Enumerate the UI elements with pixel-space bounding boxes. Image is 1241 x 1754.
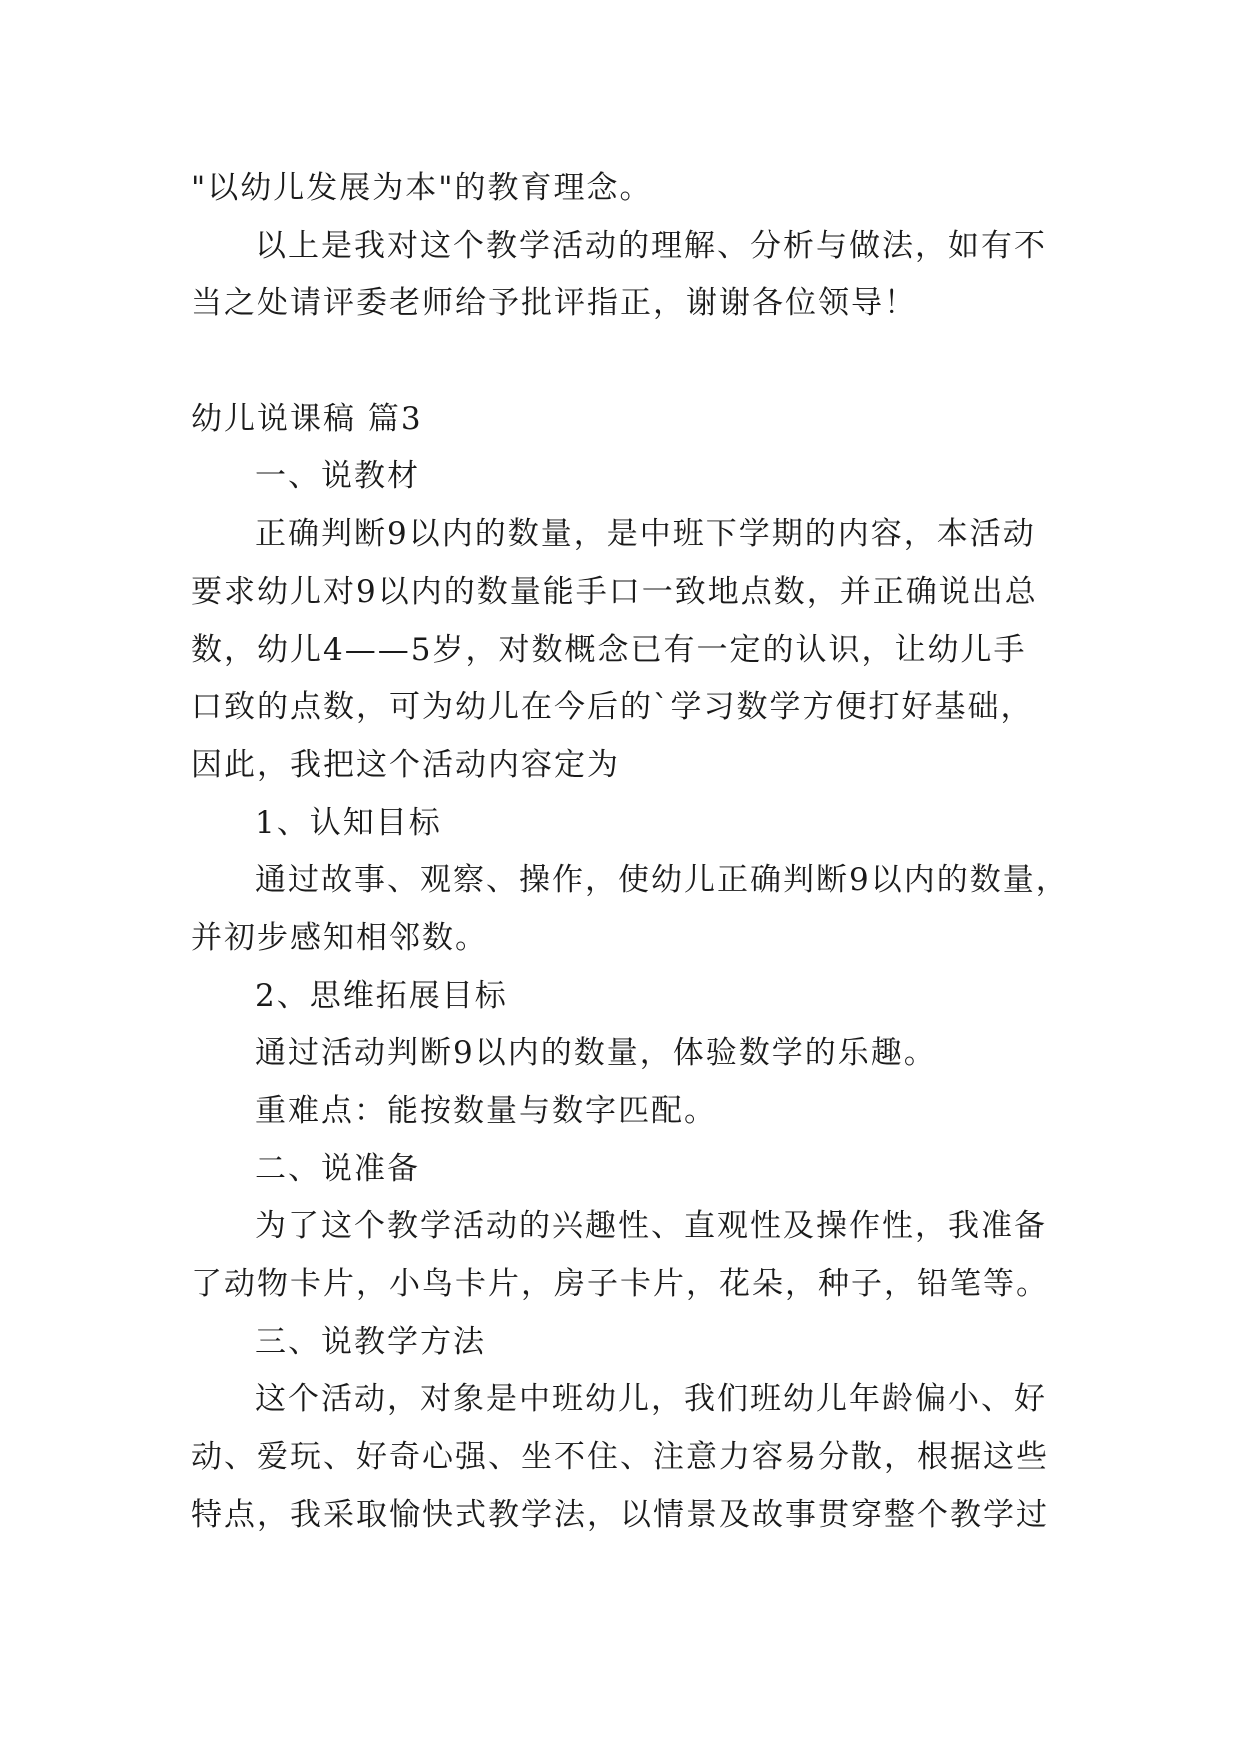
- paragraph-line: 通过活动判断9以内的数量，体验数学的乐趣。: [255, 1035, 937, 1072]
- paragraph-line: 并初步感知相邻数。: [191, 919, 488, 956]
- paragraph-line: 因此，我把这个活动内容定为: [191, 746, 620, 783]
- paragraph-line: 特点，我采取愉快式教学法，以情景及故事贯穿整个教学过: [191, 1496, 1049, 1533]
- paragraph-line: 通过故事、观察、操作，使幼儿正确判断9以内的数量，: [255, 862, 1069, 899]
- paragraph-line: 正确判断9以内的数量，是中班下学期的内容，本活动: [255, 516, 1036, 553]
- blank-line: [191, 333, 1051, 391]
- section-heading: 三、说教学方法: [255, 1323, 486, 1360]
- paragraph-line: 要求幼儿对9以内的数量能手口一致地点数，并正确说出总: [191, 573, 1038, 610]
- paragraph-line: 重难点：能按数量与数字匹配。: [255, 1093, 717, 1129]
- paragraph-line: 这个活动，对象是中班幼儿，我们班幼儿年龄偏小、好: [255, 1381, 1047, 1418]
- paragraph-line: 数，幼儿4——5岁，对数概念已有一定的认识，让幼儿手: [191, 631, 1027, 668]
- paragraph-line: 以上是我对这个教学活动的理解、分析与做法，如有不: [255, 227, 1047, 264]
- section-title: 幼儿说课稿 篇3: [191, 400, 423, 437]
- paragraph-line: 口致的点数，可为幼儿在今后的`学习数学方便打好基础，: [191, 689, 1034, 726]
- paragraph-line: 为了这个教学活动的兴趣性、直观性及操作性，我准备: [255, 1208, 1047, 1245]
- section-heading: 2、思维拓展目标: [255, 977, 508, 1014]
- section-heading: 二、说准备: [255, 1150, 420, 1187]
- paragraph-line: 当之处请评委老师给予批评指正，谢谢各位领导！: [191, 285, 917, 322]
- paragraph-line: "以幼儿发展为本"的教育理念。: [191, 170, 653, 206]
- section-heading: 一、说教材: [255, 458, 420, 495]
- paragraph-line: 了动物卡片，小鸟卡片，房子卡片，花朵，种子，铅笔等。: [191, 1266, 1049, 1303]
- paragraph-line: 动、爱玩、好奇心强、坐不住、注意力容易分散，根据这些: [191, 1439, 1049, 1476]
- section-heading: 1、认知目标: [255, 804, 442, 841]
- document-body: [191, 160, 1069, 1545]
